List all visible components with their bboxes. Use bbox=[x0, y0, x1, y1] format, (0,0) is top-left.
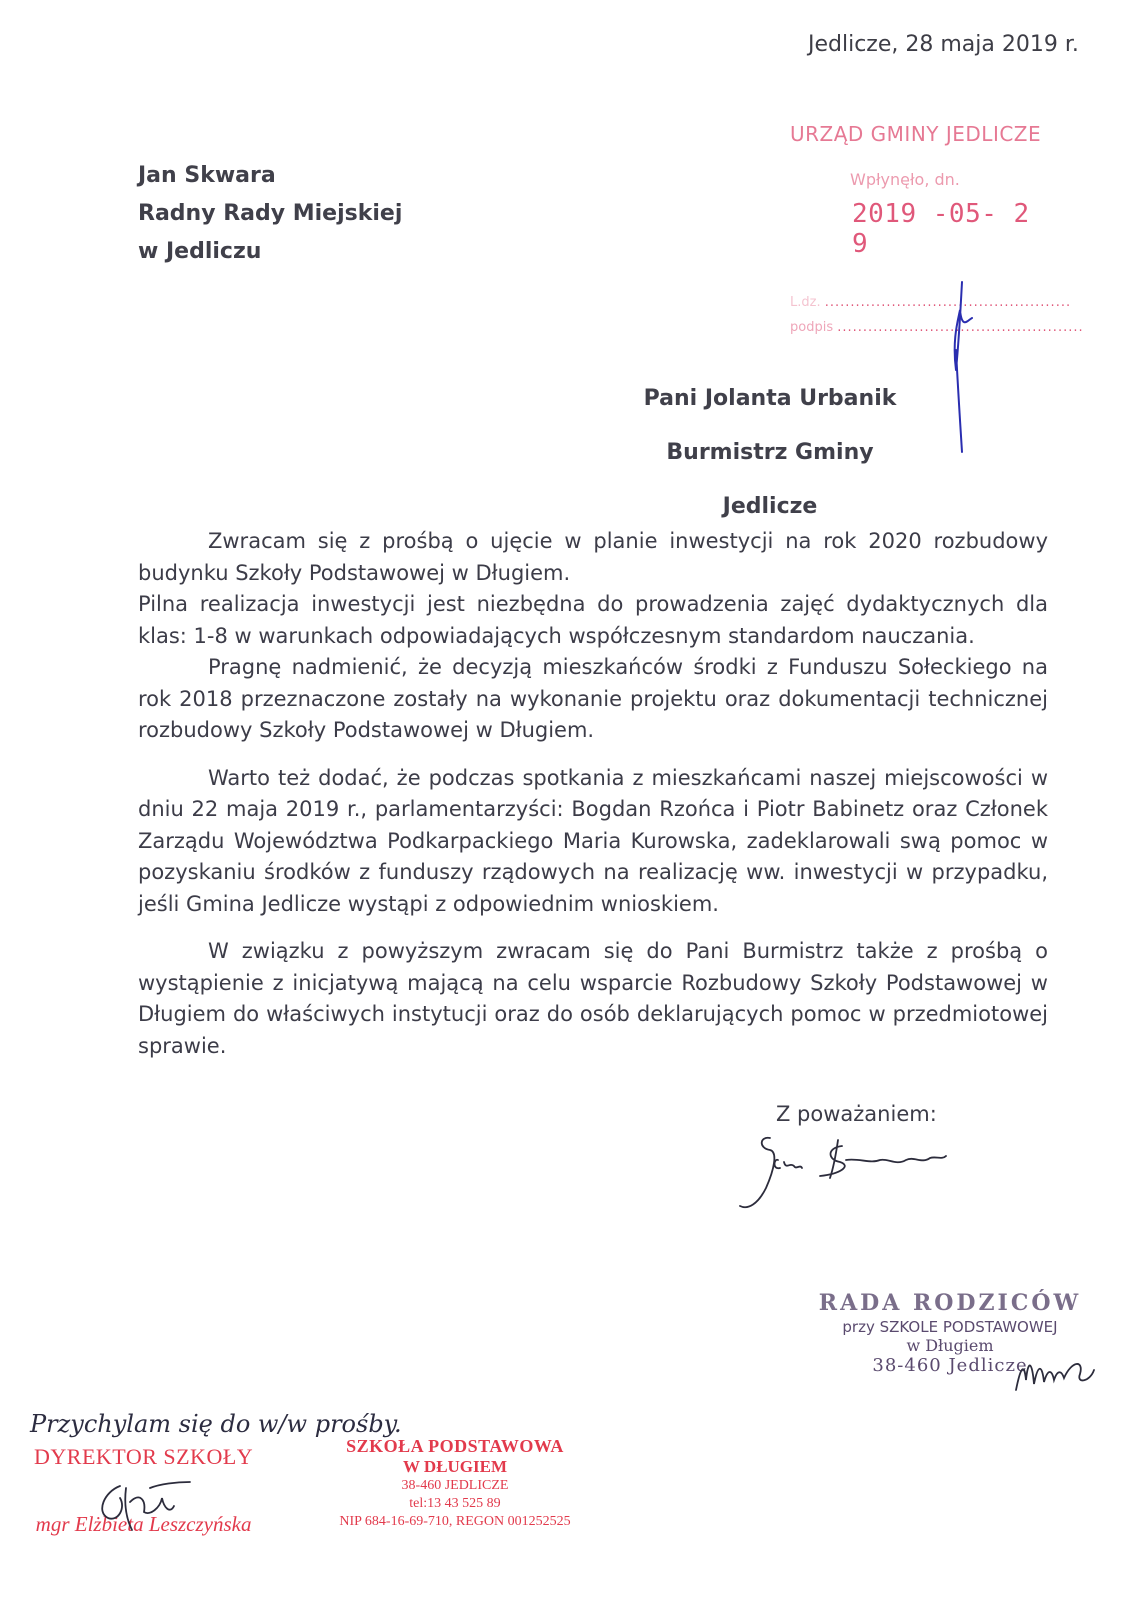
sender-location: w Jedliczu bbox=[138, 239, 262, 264]
receipt-stamp-field-signature bbox=[790, 320, 1084, 335]
parents-stamp-line2: przy SZKOLE PODSTAWOWEJ bbox=[842, 1318, 1058, 1336]
school-stamp-name: SZKOŁA PODSTAWOWA bbox=[346, 1436, 564, 1456]
director-handwritten-note: Przychylam się do w/w prośby. bbox=[30, 1410, 402, 1438]
school-stamp-phone: tel:13 43 525 89 bbox=[409, 1496, 501, 1511]
director-title: DYREKTOR SZKOŁY bbox=[34, 1444, 254, 1469]
body-paragraph: W związku z powyższym zwracam się do Pani Burmistrz także z prośbą o wystąpienie z inicjatywą mającą na celu wsparcie Rozbudowy Szkoły Podstawowej w Długiem do właściwych instytucji oraz do osób deklarujących pomoc w przedmiotowej sprawie. bbox=[138, 939, 1048, 1058]
closing-salutation: Z poważaniem: bbox=[776, 1102, 937, 1126]
letter-body bbox=[138, 526, 1048, 1062]
sender-signature bbox=[730, 1130, 970, 1220]
parents-stamp-line4: 38-460 Jedlicze bbox=[872, 1355, 1028, 1376]
dotted-line: ................................................ bbox=[837, 320, 1084, 335]
body-paragraph: Warto też dodać, że podczas spotkania z mieszkańcami naszej miejscowości w dniu 22 maja 2019 r., parlamentarzyści: Bogdan Rzońca i Piotr Babinetz oraz Członek Zarządu Województwa Podkarpackiego Maria Kurowska, zadeklarowali swą pomoc w pozyskaniu środków z funduszy rządowych na realizację ww. inwestycji w przypadku, jeśli Gmina Jedlicze wystąpi z odpowiednim wnioskiem. bbox=[138, 765, 1048, 916]
body-paragraph: Zwracam się z prośbą o ujęcie w planie inwestycji na rok 2020 rozbudowy budynku Szkoły Podstawowej w Długiem. bbox=[138, 529, 1048, 585]
parents-stamp-line3: w Długiem bbox=[906, 1336, 994, 1355]
sender-name: Jan Skwara bbox=[138, 163, 276, 188]
recipient-block bbox=[620, 372, 920, 534]
receipt-stamp bbox=[790, 122, 1084, 335]
recipient-position: Burmistrz Gminy Jedlicze bbox=[666, 440, 874, 519]
dotted-line: ................................................ bbox=[824, 295, 1072, 310]
sender-position: Radny Rady Miejskiej bbox=[138, 201, 403, 226]
office-signature-mark bbox=[940, 280, 980, 460]
school-stamp-address: 38-460 JEDLICZE bbox=[401, 1478, 509, 1493]
parents-signature bbox=[1010, 1350, 1100, 1400]
receipt-stamp-date: 2019 -05- 2 9 bbox=[852, 199, 1030, 259]
school-stamp bbox=[315, 1436, 595, 1531]
recipient-name: Pani Jolanta Urbanik bbox=[643, 386, 897, 411]
school-stamp-location: W DŁUGIEM bbox=[402, 1457, 508, 1476]
director-name: mgr Elżbieta Leszczyńska bbox=[35, 1512, 252, 1536]
letter-date: Jedlicze, 28 maja 2019 r. bbox=[808, 32, 1079, 57]
receipt-stamp-office: URZĄD GMINY JEDLICZE bbox=[790, 122, 1042, 146]
school-stamp-ids: NIP 684-16-69-710, REGON 001252525 bbox=[339, 1514, 571, 1529]
field-label: L.dz. bbox=[790, 295, 821, 310]
sender-block bbox=[138, 157, 402, 271]
parents-stamp-title: RADA RODZICÓW bbox=[818, 1290, 1082, 1316]
director-signature bbox=[90, 1478, 200, 1538]
body-paragraph: Pragnę nadmienić, że decyzją mieszkańców środki z Funduszu Sołeckiego na rok 2018 przeznaczone zostały na wykonanie projektu oraz dokumentacji technicznej rozbudowy Szkoły Podstawowej w Długiem. bbox=[138, 655, 1048, 742]
receipt-stamp-label: Wpłynęło, dn. bbox=[850, 170, 960, 189]
receipt-stamp-field-ldz bbox=[790, 295, 1072, 310]
field-label: podpis bbox=[790, 320, 834, 335]
body-paragraph: Pilna realizacja inwestycji jest niezbędna do prowadzenia zajęć dydaktycznych dla klas: 1-8 w warunkach odpowiadających współczesnym standardom nauczania. bbox=[138, 592, 1048, 648]
